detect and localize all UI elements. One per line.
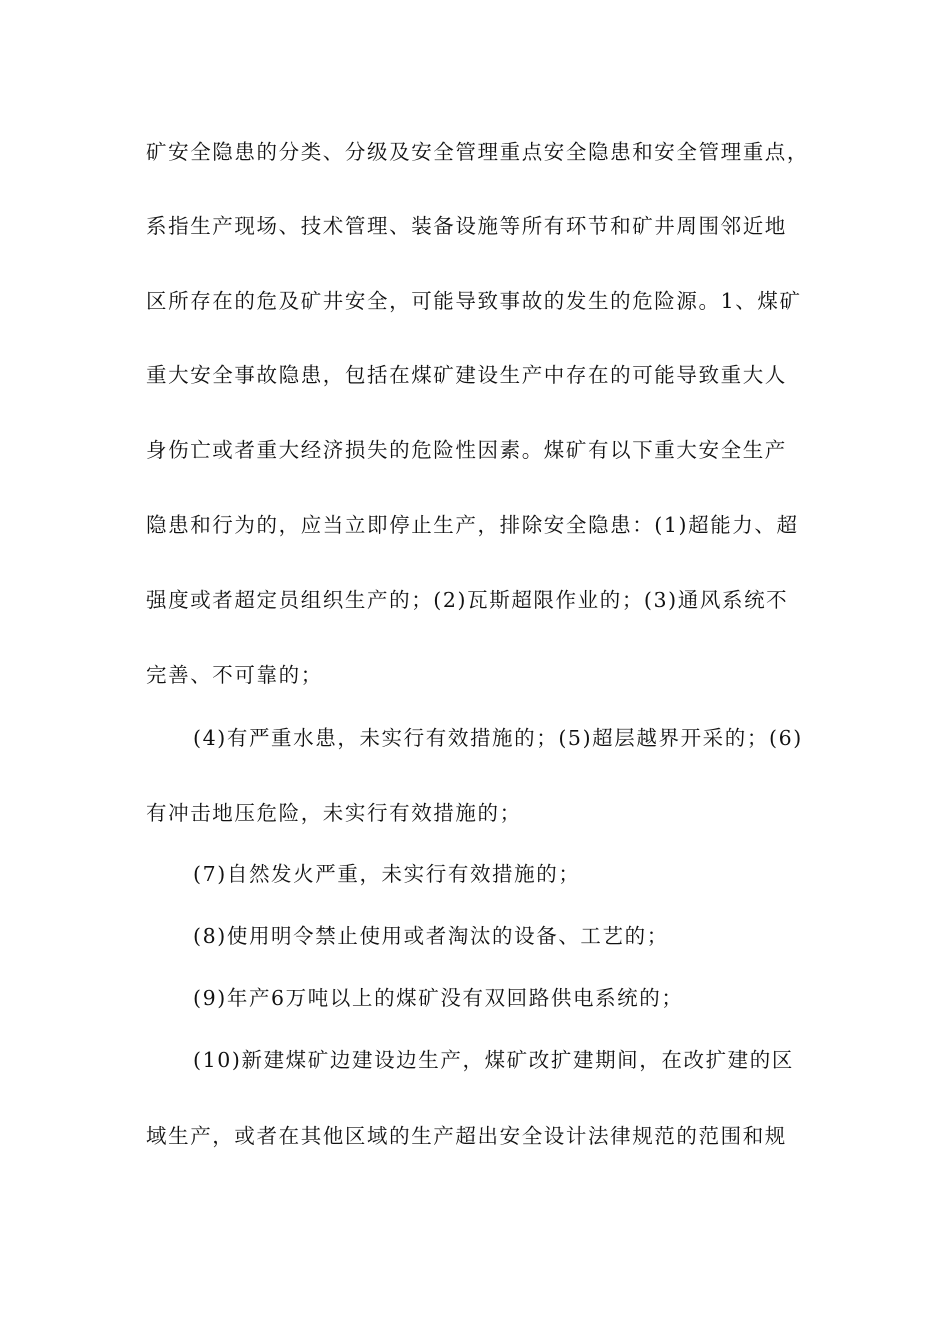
list-item-line: (9)年产6万吨以上的煤矿没有双回路供电系统的； (193, 986, 684, 1010)
list-item-line: (10)新建煤矿边建设边生产，煤矿改扩建期间，在改扩建的区 (193, 1048, 794, 1072)
body-text-line: 有冲击地压危险，未实行有效措施的； (146, 801, 522, 825)
list-item-line: (7)自然发火严重，未实行有效措施的； (193, 862, 581, 886)
body-text-line: 隐患和行为的，应当立即停止生产，排除安全隐患：(1)超能力、超 (146, 513, 799, 537)
body-text-line: 区所存在的危及矿井安全，可能导致事故的发生的危险源。1、煤矿 (146, 289, 802, 313)
body-text-line: 身伤亡或者重大经济损失的危险性因素。煤矿有以下重大安全生产 (146, 438, 787, 462)
body-text-line: 矿安全隐患的分类、分级及安全管理重点安全隐患和安全管理重点， (146, 140, 809, 164)
list-item-line: (4)有严重水患，未实行有效措施的；(5)超层越界开采的；(6) (193, 726, 803, 750)
body-text-line: 域生产，或者在其他区域的生产超出安全设计法律规范的范围和规 (146, 1124, 787, 1148)
list-item-line: (8)使用明令禁止使用或者淘汰的设备、工艺的； (193, 924, 669, 948)
body-text-line: 重大安全事故隐患，包括在煤矿建设生产中存在的可能导致重大人 (146, 363, 787, 387)
body-text-line: 强度或者超定员组织生产的；(2)瓦斯超限作业的；(3)通风系统不 (146, 588, 789, 612)
body-text-line: 完善、不可靠的； (146, 663, 323, 687)
body-text-line: 系指生产现场、技术管理、装备设施等所有环节和矿井周围邻近地 (146, 214, 787, 238)
